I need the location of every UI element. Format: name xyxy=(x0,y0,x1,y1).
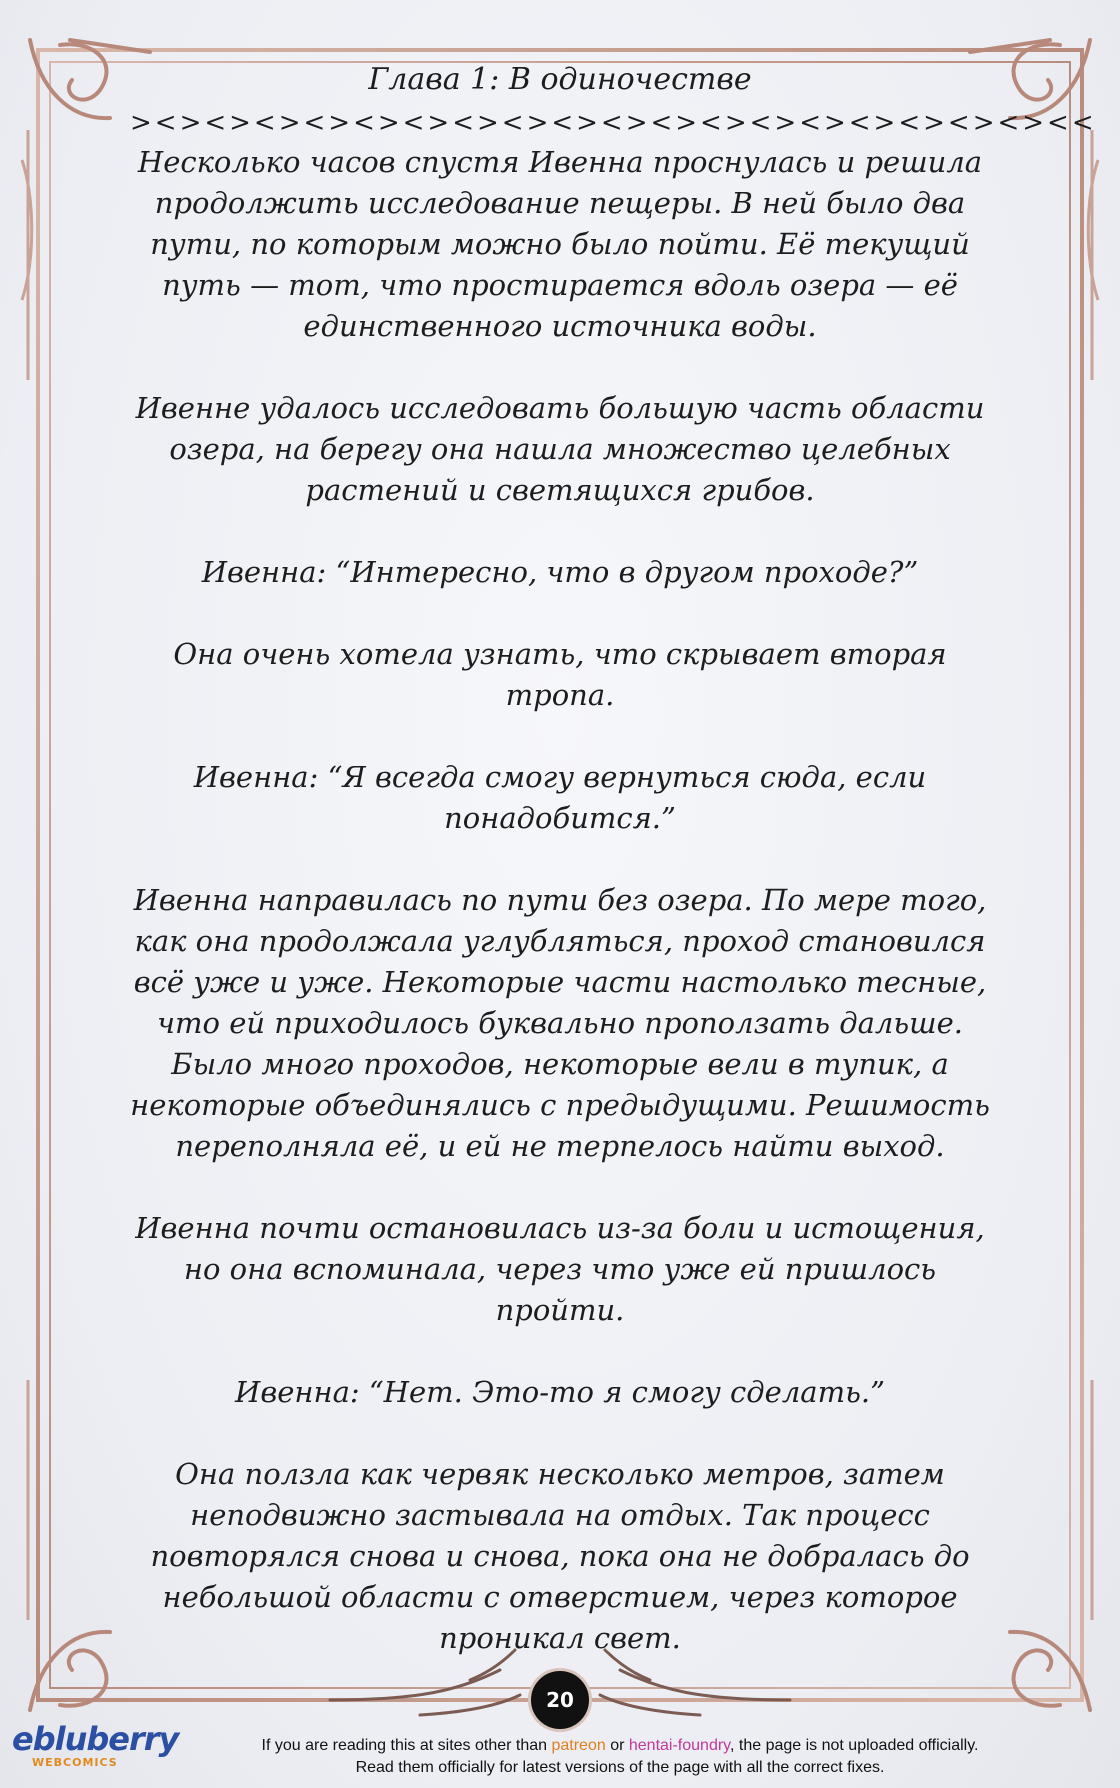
paragraph-container xyxy=(130,142,990,1659)
paragraph-line: Она ползла как червяк несколько метров, затем xyxy=(175,1457,945,1491)
page-number-badge xyxy=(528,1668,592,1732)
paragraph-line: озера, на берегу она нашла множество целебных xyxy=(169,432,951,466)
paragraph-line: Ивенна: “Нет. Это-то я смогу сделать.” xyxy=(235,1375,885,1409)
paragraph-line: что ей приходилось буквально проползать дальше. xyxy=(157,1006,963,1040)
paragraph-line: растений и светящихся грибов. xyxy=(305,473,815,507)
paragraph-line: некоторые объединялись с предыдущими. Решимость xyxy=(130,1088,990,1122)
publisher-logo xyxy=(12,1720,179,1782)
paragraph-line: повторялся снова и снова, пока она не добралась до xyxy=(150,1539,970,1573)
patreon-link[interactable]: patreon xyxy=(551,1737,606,1754)
paragraph-line: неподвижно застывала на отдых. Так процесс xyxy=(190,1498,930,1532)
paragraph-line: но она вспоминала, через что уже ей пришлось xyxy=(183,1252,937,1286)
paragraph-line: продолжить исследование пещеры. В ней было два xyxy=(154,186,966,220)
paragraph-line: Ивенна направилась по пути без озера. По мере того, xyxy=(133,883,987,917)
paragraph-line: как она продолжала углубляться, проход становился xyxy=(134,924,986,958)
paragraph-line: пройти. xyxy=(495,1293,625,1327)
paragraph-line: переполняла её, и ей не терпелось найти выход. xyxy=(175,1129,945,1163)
piracy-notice xyxy=(140,1735,1100,1779)
paragraph-line: понадобится.” xyxy=(444,801,676,835)
paragraph-line: Ивенна: “Интересно, что в другом проходе?” xyxy=(201,555,919,589)
hentai-foundry-link[interactable]: hentai-foundry xyxy=(628,1737,730,1754)
paragraph-line: проникал свет. xyxy=(439,1621,681,1655)
ornament-divider: ><><><><><><><><><><><><><><><><><><><< xyxy=(130,108,1097,138)
story-text xyxy=(130,58,1097,1700)
paragraph-line: небольшой области с отверстием, через которое xyxy=(162,1580,958,1614)
notice-text: If you are reading this at sites other than xyxy=(261,1737,552,1754)
logo-wordmark: ebluberry xyxy=(12,1720,179,1758)
paragraph-line: пути, по которым можно было пойти. Её текущий xyxy=(150,227,970,261)
story-paragraph xyxy=(130,552,990,593)
notice-line-2: Read them officially for latest versions of the page with all the correct fixes. xyxy=(355,1759,885,1776)
notice-line-1 xyxy=(140,1735,1100,1757)
paragraph-line: Ивенне удалось исследовать большую часть области xyxy=(135,391,985,425)
story-paragraph xyxy=(130,634,990,716)
story-paragraph xyxy=(130,1208,990,1331)
paragraph-line: Несколько часов спустя Ивенна проснулась и решила xyxy=(137,145,983,179)
story-paragraph xyxy=(130,1372,990,1413)
paragraph-line: Ивенна: “Я всегда смогу вернуться сюда, если xyxy=(193,760,927,794)
page-number: 20 xyxy=(546,1688,574,1712)
paragraph-line: единственного источника воды. xyxy=(303,309,817,343)
story-paragraph xyxy=(130,757,990,839)
paragraph-line: всё уже и уже. Некоторые части настолько тесные, xyxy=(133,965,987,999)
chapter-title: Глава 1: В одиночестве xyxy=(368,62,752,97)
story-paragraph xyxy=(130,388,990,511)
story-paragraph xyxy=(130,142,990,347)
paragraph-line: Было много проходов, некоторые вели в тупик, а xyxy=(171,1047,949,1081)
notice-text: , the page is not uploaded officially. xyxy=(729,1737,979,1754)
paragraph-line: тропа. xyxy=(505,678,615,712)
paragraph-line: Она очень хотела узнать, что скрывает вторая xyxy=(173,637,947,671)
notice-text: or xyxy=(605,1737,629,1754)
paragraph-line: Ивенна почти остановилась из-за боли и истощения, xyxy=(135,1211,985,1245)
logo-subtitle: WEBCOMICS xyxy=(32,1756,118,1769)
story-paragraph xyxy=(130,880,990,1167)
story-paragraph xyxy=(130,1454,990,1659)
paragraph-line: путь — тот, что простирается вдоль озера — её xyxy=(162,268,958,302)
